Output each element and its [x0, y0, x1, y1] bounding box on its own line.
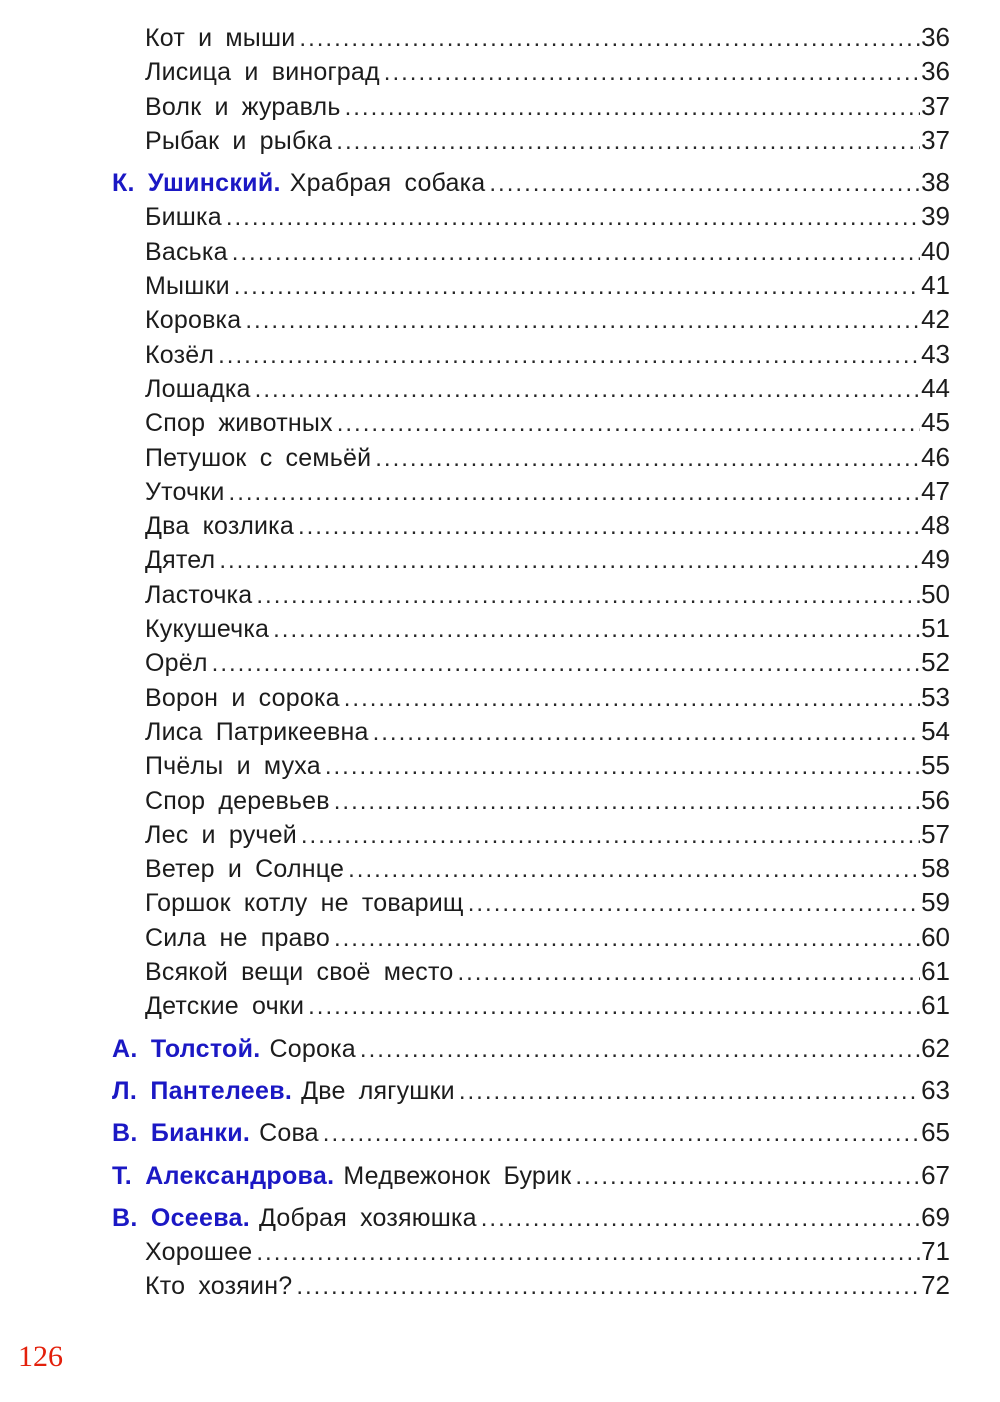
toc-entry-page: 62: [921, 1032, 950, 1063]
leader-dots: [298, 513, 920, 541]
leader-dots: [373, 719, 920, 747]
toc-entry: [112, 1117, 950, 1151]
toc-entry-page: 61: [921, 956, 950, 987]
toc-entry-title: Мышки: [145, 272, 230, 301]
toc-entry: [145, 544, 950, 578]
toc-entry-page: 60: [921, 921, 950, 952]
leader-dots: [296, 1273, 920, 1301]
toc-entry: [145, 579, 950, 613]
leader-dots: [299, 25, 920, 53]
leader-dots: [255, 376, 920, 404]
toc-entry: [145, 270, 950, 304]
toc-entry-title: Васька: [145, 237, 228, 266]
leader-dots: [375, 445, 920, 473]
toc-entry: [112, 1033, 950, 1067]
leader-dots: [337, 410, 920, 438]
toc-entry: [145, 613, 950, 647]
page-number: 126: [18, 1340, 63, 1373]
toc-entry-title: Добрая хозяюшка: [259, 1203, 477, 1232]
toc-entry-page: 39: [921, 201, 950, 232]
toc-entry-title: Детские очки: [145, 992, 305, 1021]
toc-entry-page: 38: [921, 167, 950, 198]
toc-entry-page: 55: [921, 750, 950, 781]
toc-entry-title: Храбрая собака: [289, 169, 486, 198]
toc-entry: [145, 647, 950, 681]
leader-dots: [226, 204, 920, 232]
toc-entry-page: 41: [921, 270, 950, 301]
toc-entry-page: 52: [921, 647, 950, 678]
toc-entry-page: 63: [921, 1074, 950, 1105]
toc-entry-title: Кот и мыши: [145, 24, 296, 52]
toc-entry: [145, 339, 950, 373]
toc-entry-page: 42: [921, 304, 950, 335]
toc-entry-author: К. Ушинский.: [112, 169, 281, 198]
toc-entry: [145, 442, 950, 476]
leader-dots: [481, 1205, 920, 1233]
toc-entry-page: 40: [921, 235, 950, 266]
toc-entry-page: 46: [921, 441, 950, 472]
toc-entry-title: Лисица и виноград: [145, 58, 380, 87]
toc-entry: [145, 1236, 950, 1270]
toc-entry-page: 45: [921, 407, 950, 438]
leader-dots: [575, 1163, 920, 1191]
toc-entry-page: 67: [921, 1159, 950, 1190]
toc-entry: [145, 201, 950, 235]
toc-entry-title: Орёл: [145, 649, 208, 678]
leader-dots: [457, 959, 920, 987]
toc-entry: [145, 91, 950, 125]
leader-dots: [256, 582, 920, 610]
toc-entry-page: 54: [921, 715, 950, 746]
toc-entry: [145, 853, 950, 887]
toc-entry: [145, 956, 950, 990]
leader-dots: [232, 239, 920, 267]
toc-entry-page: 53: [921, 681, 950, 712]
toc-entry-title: Кто хозяин?: [145, 1272, 293, 1301]
toc-entry: [145, 887, 950, 921]
toc-entry-title: Сила не право: [145, 923, 330, 952]
leader-dots: [218, 342, 920, 370]
toc-entry-title: Лошадка: [145, 374, 251, 403]
leader-dots: [345, 94, 921, 122]
toc-entry-page: 61: [921, 990, 950, 1021]
toc-entry: [145, 819, 950, 853]
leader-dots: [256, 1239, 920, 1267]
toc-entry-title: Рыбак и рыбка: [145, 126, 333, 155]
toc-entry-title: Горшок котлу не товарищ: [145, 889, 464, 918]
leader-dots: [229, 479, 921, 507]
leader-dots: [323, 1120, 920, 1148]
toc-entry-title: Коровка: [145, 306, 242, 335]
toc-entry-page: 59: [921, 887, 950, 918]
toc-entry-page: 47: [921, 475, 950, 506]
toc-entry-title: Медвежонок Бурик: [343, 1161, 572, 1190]
leader-dots: [468, 890, 920, 918]
toc-entry-author: Т. Александрова.: [112, 1161, 335, 1190]
toc-entry-title: Всякой вещи своё место: [145, 958, 454, 987]
toc-entry-page: 65: [921, 1117, 950, 1148]
leader-dots: [336, 128, 920, 156]
toc-entry: [145, 304, 950, 338]
toc-entry-title: Сова: [259, 1119, 319, 1148]
toc-entry-page: 51: [921, 613, 950, 644]
leader-dots: [334, 925, 920, 953]
toc-entry-page: 49: [921, 544, 950, 575]
toc-entry-author: А. Толстой.: [112, 1034, 261, 1063]
toc-entry-title: Ворон и сорока: [145, 683, 340, 712]
leader-dots: [459, 1078, 920, 1106]
toc-entry-title: Ветер и Солнце: [145, 855, 345, 884]
toc-entry-page: 56: [921, 784, 950, 815]
toc-entry-title: Кукушечка: [145, 615, 270, 644]
toc-entry: [145, 682, 950, 716]
leader-dots: [301, 822, 920, 850]
leader-dots: [219, 547, 920, 575]
toc-entry-page: 36: [921, 56, 950, 87]
leader-dots: [234, 273, 920, 301]
toc-entry: [145, 407, 950, 441]
toc-entry-title: Две лягушки: [301, 1076, 455, 1105]
toc-entry-page: 37: [921, 90, 950, 121]
toc-entry-title: Козёл: [145, 340, 215, 369]
toc-entry-title: Ласточка: [145, 580, 253, 609]
toc-entry-author: Л. Пантелеев.: [112, 1076, 293, 1105]
toc-entry-page: 48: [921, 510, 950, 541]
toc-entry-title: Петушок с семьёй: [145, 443, 372, 472]
leader-dots: [384, 59, 920, 87]
leader-dots: [212, 650, 920, 678]
leader-dots: [360, 1036, 920, 1064]
toc-entry: [112, 1202, 950, 1236]
toc-entry: [112, 1075, 950, 1109]
toc-entry-page: 50: [921, 578, 950, 609]
toc-entry: [145, 785, 950, 819]
toc-entry-title: Спор животных: [145, 409, 333, 438]
leader-dots: [245, 307, 920, 335]
toc-entry: [145, 510, 950, 544]
toc-entry: [145, 476, 950, 510]
toc-entry-page: 58: [921, 853, 950, 884]
toc-entry: [145, 22, 950, 56]
toc-entry-title: Волк и журавль: [145, 92, 341, 121]
toc-entry-page: 43: [921, 338, 950, 369]
toc-entry-title: Хорошее: [145, 1238, 253, 1267]
leader-dots: [334, 788, 920, 816]
toc-entry-title: Сорока: [269, 1034, 356, 1063]
leader-dots: [308, 993, 920, 1021]
toc-entry: [145, 56, 950, 90]
toc-entry-page: 71: [921, 1236, 950, 1267]
toc-entry-author: В. Осеева.: [112, 1203, 250, 1232]
toc-entry-title: Бишка: [145, 203, 222, 232]
toc-entry-page: 69: [921, 1201, 950, 1232]
leader-dots: [489, 170, 920, 198]
leader-dots: [348, 856, 920, 884]
toc-entry-title: Дятел: [145, 546, 216, 575]
toc-entry-page: 44: [921, 372, 950, 403]
toc-entry-title: Пчёлы и муха: [145, 752, 321, 781]
toc-entry: [145, 716, 950, 750]
toc-entry: [145, 125, 950, 159]
toc-entry: [145, 750, 950, 784]
toc-entry: [145, 236, 950, 270]
leader-dots: [344, 685, 920, 713]
toc-entry-page: 36: [921, 22, 950, 52]
toc-entry-title: Лес и ручей: [145, 820, 297, 849]
toc-entry-page: 57: [921, 818, 950, 849]
toc-entry-title: Спор деревьев: [145, 786, 330, 815]
toc-entry: [145, 373, 950, 407]
toc-entry-author: В. Бианки.: [112, 1119, 251, 1148]
toc-entry-page: 37: [921, 124, 950, 155]
toc-entry: [145, 922, 950, 956]
toc-entry-page: 72: [921, 1270, 950, 1301]
toc-entry-title: Уточки: [145, 477, 225, 506]
toc-entry: [145, 1270, 950, 1304]
leader-dots: [273, 616, 920, 644]
toc-entry-title: Два козлика: [145, 512, 294, 541]
toc-entry: [145, 990, 950, 1024]
toc-entry: [112, 167, 950, 201]
toc-entry-title: Лиса Патрикеевна: [145, 717, 369, 746]
toc-entry: [112, 1160, 950, 1194]
leader-dots: [325, 753, 920, 781]
